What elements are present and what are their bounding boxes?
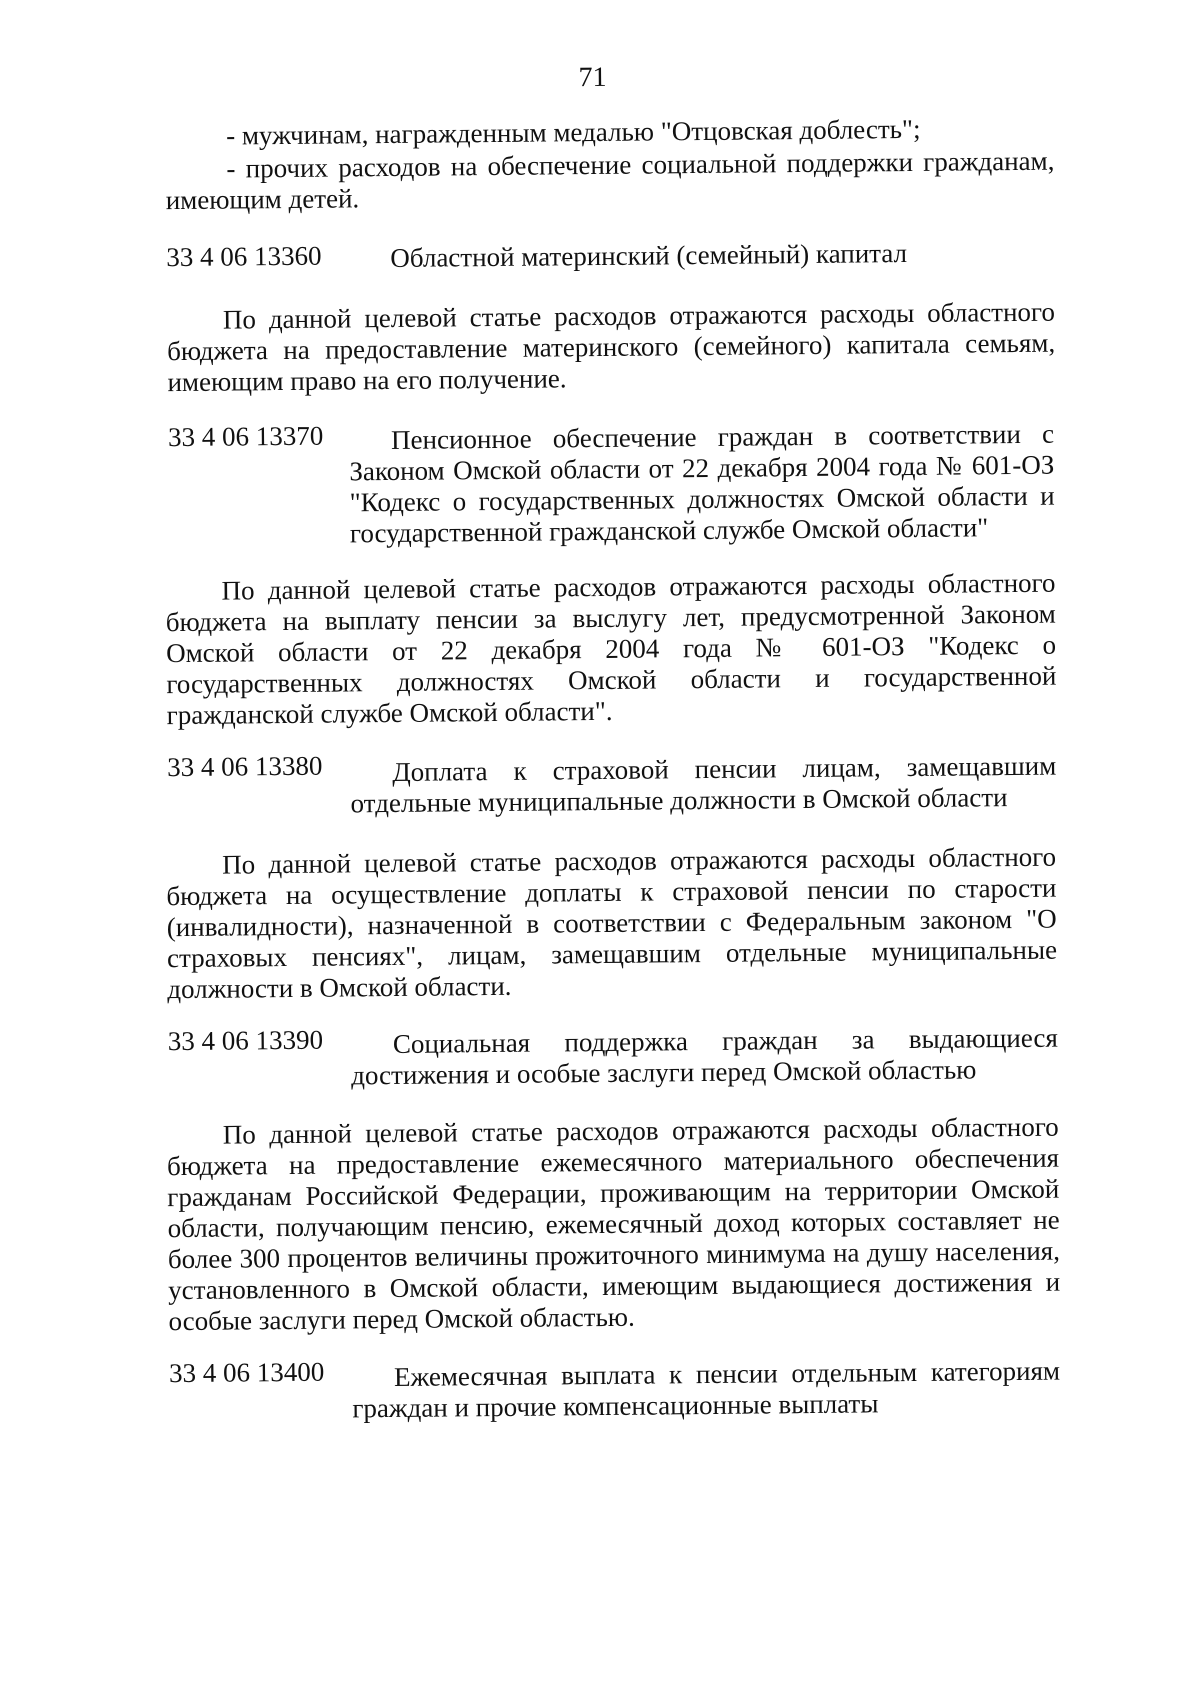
section-code: 33 4 06 13400 <box>168 1356 325 1389</box>
section-body <box>167 1112 1061 1338</box>
section-title-line: отдельные муниципальные должности в Омской области <box>350 782 1008 819</box>
body-line: Омской области от 22 декабря 2004 года № 601-ОЗ "Кодекс о <box>165 629 1057 669</box>
section-code: 33 4 06 13390 <box>167 1024 324 1057</box>
section-title-line: Социальная поддержка граждан за выдающиеся <box>392 1022 1058 1059</box>
section-title-line: Ежемесячная выплата к пенсии отдельным категориям <box>393 1355 1061 1393</box>
body-line: имеющим право на его получение. <box>167 363 567 398</box>
body-line: государственных должностях Омской области и государственной <box>166 660 1057 700</box>
body-line: более 300 процентов величины прожиточного минимума на душу населения, <box>167 1235 1061 1275</box>
page-number: 71 <box>578 61 607 94</box>
body-line: бюджета на предоставление ежемесячного материального обеспечения <box>166 1142 1060 1182</box>
body-line: По данной целевой статье расходов отражаются расходы областного <box>222 296 1056 335</box>
section-code: 33 4 06 13370 <box>167 420 324 453</box>
body-line: По данной целевой статье расходов отражаются расходы областного <box>221 841 1057 880</box>
body-line: бюджета на выплату пенсии за выслугу лет, предусмотренной Законом <box>165 598 1056 638</box>
section-title-line: государственной гражданской службе Омской области" <box>349 512 989 549</box>
section-title-line: Пенсионное обеспечение граждан в соответствии с <box>390 418 1055 455</box>
intro-line-3: имеющим детей. <box>165 183 360 216</box>
body-line: гражданам Российской Федерации, проживающим на территории Омской <box>167 1173 1060 1213</box>
section-code: 33 4 06 13380 <box>167 750 323 783</box>
section-title-line: "Кодекс о государственных должностях Омской области и <box>349 480 1055 518</box>
body-line: особые заслуги перед Омской областью. <box>168 1301 635 1337</box>
section-title <box>349 419 1055 550</box>
intro-line-1: - мужчинам, награжденным медалью "Отцовская доблесть"; <box>225 113 921 151</box>
section-title <box>351 1023 1059 1092</box>
body-line: области, получающим пенсию, ежемесячный доход которых составляет не <box>167 1204 1060 1244</box>
body-line: (инвалидности), назначенной в соответствии с Федеральным законом "О <box>166 903 1057 943</box>
body-line: должности в Омской области. <box>167 970 512 1005</box>
intro-line-2: - прочих расходов на обеспечение социальной поддержки гражданам, <box>226 145 1055 184</box>
section-title <box>352 1356 1061 1425</box>
section-title-line: Законом Омской области от 22 декабря 2004 года № 601-ОЗ <box>349 449 1055 487</box>
body-line: гражданской службе Омской области". <box>166 695 613 731</box>
body-line: По данной целевой статье расходов отражаются расходы областного <box>222 1111 1059 1150</box>
body-line: бюджета на предоставление материнского (семейного) капитала семьям, <box>167 327 1056 367</box>
section-code: 33 4 06 13360 <box>166 240 322 273</box>
body-line: установленного в Омской области, имеющим выдающиеся достижения и <box>168 1266 1061 1306</box>
section-title-line: Областной материнский (семейный) капитал <box>390 238 908 273</box>
body-line: По данной целевой статье расходов отражаются расходы областного <box>221 567 1056 606</box>
body-line: страховых пенсиях", лицам, замещавшим отдельные муниципальные <box>166 934 1058 974</box>
section-body <box>167 297 1056 399</box>
body-line: бюджета на осуществление доплаты к страховой пенсии по старости <box>166 872 1057 912</box>
section-title-line: достижения и особые заслуги перед Омской областью <box>351 1054 977 1091</box>
section-body <box>165 568 1056 732</box>
section-title-line: Доплата к страховой пенсии лицам, замещавшим <box>392 750 1057 787</box>
section-title <box>390 237 1050 274</box>
section-title-line: граждан и прочие компенсационные выплаты <box>352 1388 879 1424</box>
section-body <box>166 842 1057 1006</box>
section-title <box>350 751 1057 820</box>
